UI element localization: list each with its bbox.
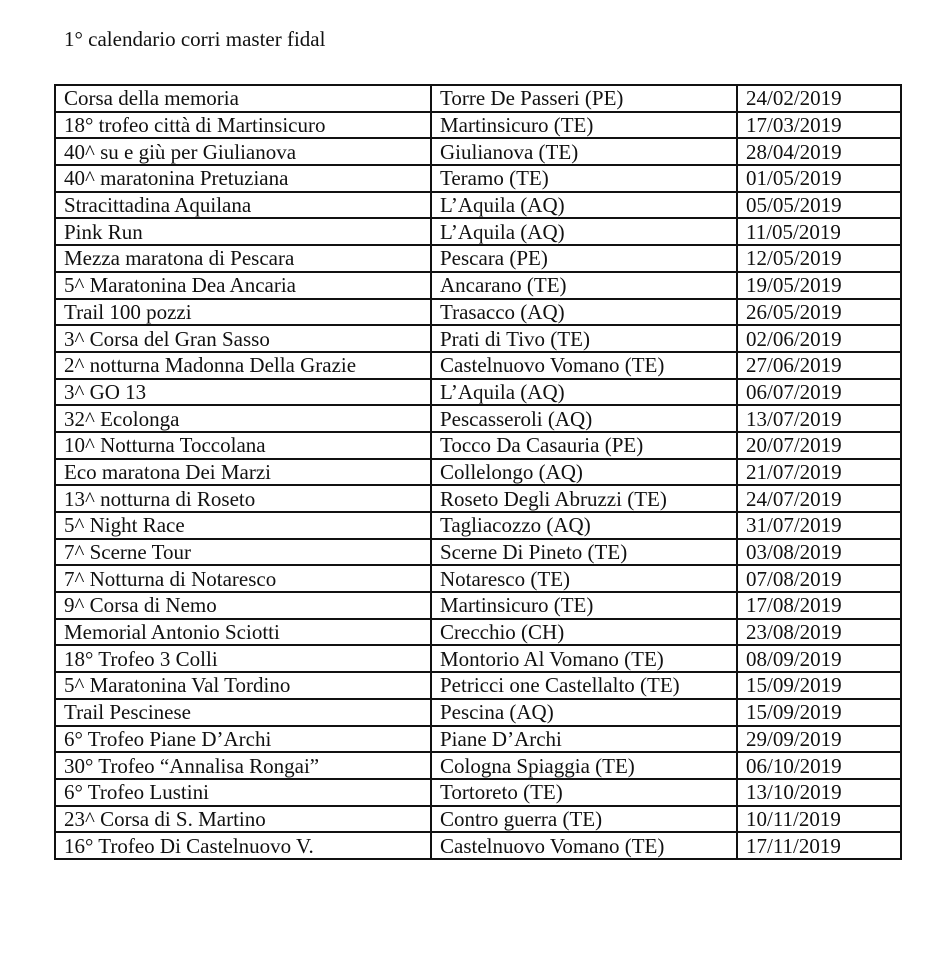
table-row xyxy=(55,485,901,512)
location-cell: Petricci one Castellalto (TE) xyxy=(431,672,737,699)
date-cell: 19/05/2019 xyxy=(737,272,901,299)
table-row xyxy=(55,379,901,406)
event-name-cell: Eco maratona Dei Marzi xyxy=(55,459,431,486)
event-name-cell: Mezza maratona di Pescara xyxy=(55,245,431,272)
date-cell: 24/02/2019 xyxy=(737,85,901,112)
location-cell: Torre De Passeri (PE) xyxy=(431,85,737,112)
table-row xyxy=(55,405,901,432)
location-cell: Giulianova (TE) xyxy=(431,138,737,165)
event-name-cell: 16° Trofeo Di Castelnuovo V. xyxy=(55,832,431,859)
table-row xyxy=(55,272,901,299)
event-name-cell: 7^ Scerne Tour xyxy=(55,539,431,566)
date-cell: 07/08/2019 xyxy=(737,565,901,592)
event-name-cell: 23^ Corsa di S. Martino xyxy=(55,806,431,833)
location-cell: Teramo (TE) xyxy=(431,165,737,192)
date-cell: 26/05/2019 xyxy=(737,299,901,326)
date-cell: 13/10/2019 xyxy=(737,779,901,806)
date-cell: 31/07/2019 xyxy=(737,512,901,539)
table-row xyxy=(55,165,901,192)
location-cell: Pescara (PE) xyxy=(431,245,737,272)
location-cell: L’Aquila (AQ) xyxy=(431,192,737,219)
date-cell: 21/07/2019 xyxy=(737,459,901,486)
location-cell: Roseto Degli Abruzzi (TE) xyxy=(431,485,737,512)
table-row xyxy=(55,85,901,112)
location-cell: Martinsicuro (TE) xyxy=(431,592,737,619)
location-cell: Martinsicuro (TE) xyxy=(431,112,737,139)
date-cell: 10/11/2019 xyxy=(737,806,901,833)
event-name-cell: 5^ Maratonina Val Tordino xyxy=(55,672,431,699)
event-name-cell: 5^ Night Race xyxy=(55,512,431,539)
event-name-cell: 13^ notturna di Roseto xyxy=(55,485,431,512)
table-row xyxy=(55,459,901,486)
table-row xyxy=(55,352,901,379)
location-cell: Tocco Da Casauria (PE) xyxy=(431,432,737,459)
event-name-cell: 30° Trofeo “Annalisa Rongai” xyxy=(55,752,431,779)
location-cell: Prati di Tivo (TE) xyxy=(431,325,737,352)
date-cell: 24/07/2019 xyxy=(737,485,901,512)
event-name-cell: 3^ Corsa del Gran Sasso xyxy=(55,325,431,352)
table-row xyxy=(55,619,901,646)
date-cell: 03/08/2019 xyxy=(737,539,901,566)
location-cell: L’Aquila (AQ) xyxy=(431,218,737,245)
location-cell: Contro guerra (TE) xyxy=(431,806,737,833)
table-row xyxy=(55,672,901,699)
event-name-cell: 18° trofeo città di Martinsicuro xyxy=(55,112,431,139)
location-cell: Notaresco (TE) xyxy=(431,565,737,592)
event-name-cell: 6° Trofeo Lustini xyxy=(55,779,431,806)
date-cell: 06/07/2019 xyxy=(737,379,901,406)
table-row xyxy=(55,245,901,272)
table-row xyxy=(55,299,901,326)
event-name-cell: 10^ Notturna Toccolana xyxy=(55,432,431,459)
event-name-cell: Corsa della memoria xyxy=(55,85,431,112)
event-name-cell: 40^ maratonina Pretuziana xyxy=(55,165,431,192)
date-cell: 15/09/2019 xyxy=(737,672,901,699)
event-name-cell: Memorial Antonio Sciotti xyxy=(55,619,431,646)
date-cell: 05/05/2019 xyxy=(737,192,901,219)
table-row xyxy=(55,565,901,592)
event-name-cell: Trail Pescinese xyxy=(55,699,431,726)
location-cell: L’Aquila (AQ) xyxy=(431,379,737,406)
date-cell: 20/07/2019 xyxy=(737,432,901,459)
table-row xyxy=(55,779,901,806)
location-cell: Trasacco (AQ) xyxy=(431,299,737,326)
table-row xyxy=(55,832,901,859)
location-cell: Collelongo (AQ) xyxy=(431,459,737,486)
event-name-cell: 40^ su e giù per Giulianova xyxy=(55,138,431,165)
event-name-cell: 5^ Maratonina Dea Ancaria xyxy=(55,272,431,299)
date-cell: 01/05/2019 xyxy=(737,165,901,192)
date-cell: 17/03/2019 xyxy=(737,112,901,139)
location-cell: Scerne Di Pineto (TE) xyxy=(431,539,737,566)
location-cell: Castelnuovo Vomano (TE) xyxy=(431,832,737,859)
race-calendar-body xyxy=(55,85,901,859)
event-name-cell: Stracittadina Aquilana xyxy=(55,192,431,219)
location-cell: Piane D’Archi xyxy=(431,726,737,753)
table-row xyxy=(55,539,901,566)
location-cell: Pescasseroli (AQ) xyxy=(431,405,737,432)
date-cell: 17/08/2019 xyxy=(737,592,901,619)
date-cell: 29/09/2019 xyxy=(737,726,901,753)
event-name-cell: 7^ Notturna di Notaresco xyxy=(55,565,431,592)
table-row xyxy=(55,218,901,245)
table-row xyxy=(55,752,901,779)
location-cell: Tortoreto (TE) xyxy=(431,779,737,806)
event-name-cell: 9^ Corsa di Nemo xyxy=(55,592,431,619)
location-cell: Montorio Al Vomano (TE) xyxy=(431,645,737,672)
date-cell: 15/09/2019 xyxy=(737,699,901,726)
document-title: 1° calendario corri master fidal xyxy=(64,27,326,51)
location-cell: Crecchio (CH) xyxy=(431,619,737,646)
date-cell: 06/10/2019 xyxy=(737,752,901,779)
table-row xyxy=(55,645,901,672)
date-cell: 12/05/2019 xyxy=(737,245,901,272)
date-cell: 11/05/2019 xyxy=(737,218,901,245)
table-row xyxy=(55,432,901,459)
event-name-cell: 3^ GO 13 xyxy=(55,379,431,406)
event-name-cell: 32^ Ecolonga xyxy=(55,405,431,432)
table-row xyxy=(55,592,901,619)
date-cell: 27/06/2019 xyxy=(737,352,901,379)
table-row xyxy=(55,192,901,219)
location-cell: Castelnuovo Vomano (TE) xyxy=(431,352,737,379)
table-row xyxy=(55,726,901,753)
location-cell: Pescina (AQ) xyxy=(431,699,737,726)
table-row xyxy=(55,512,901,539)
date-cell: 23/08/2019 xyxy=(737,619,901,646)
table-row xyxy=(55,112,901,139)
date-cell: 28/04/2019 xyxy=(737,138,901,165)
date-cell: 13/07/2019 xyxy=(737,405,901,432)
event-name-cell: Pink Run xyxy=(55,218,431,245)
date-cell: 17/11/2019 xyxy=(737,832,901,859)
date-cell: 08/09/2019 xyxy=(737,645,901,672)
location-cell: Tagliacozzo (AQ) xyxy=(431,512,737,539)
date-cell: 02/06/2019 xyxy=(737,325,901,352)
table-row xyxy=(55,699,901,726)
table-row xyxy=(55,138,901,165)
race-calendar-table xyxy=(54,84,902,860)
event-name-cell: 18° Trofeo 3 Colli xyxy=(55,645,431,672)
table-row xyxy=(55,325,901,352)
event-name-cell: 2^ notturna Madonna Della Grazie xyxy=(55,352,431,379)
event-name-cell: Trail 100 pozzi xyxy=(55,299,431,326)
event-name-cell: 6° Trofeo Piane D’Archi xyxy=(55,726,431,753)
location-cell: Cologna Spiaggia (TE) xyxy=(431,752,737,779)
table-row xyxy=(55,806,901,833)
location-cell: Ancarano (TE) xyxy=(431,272,737,299)
